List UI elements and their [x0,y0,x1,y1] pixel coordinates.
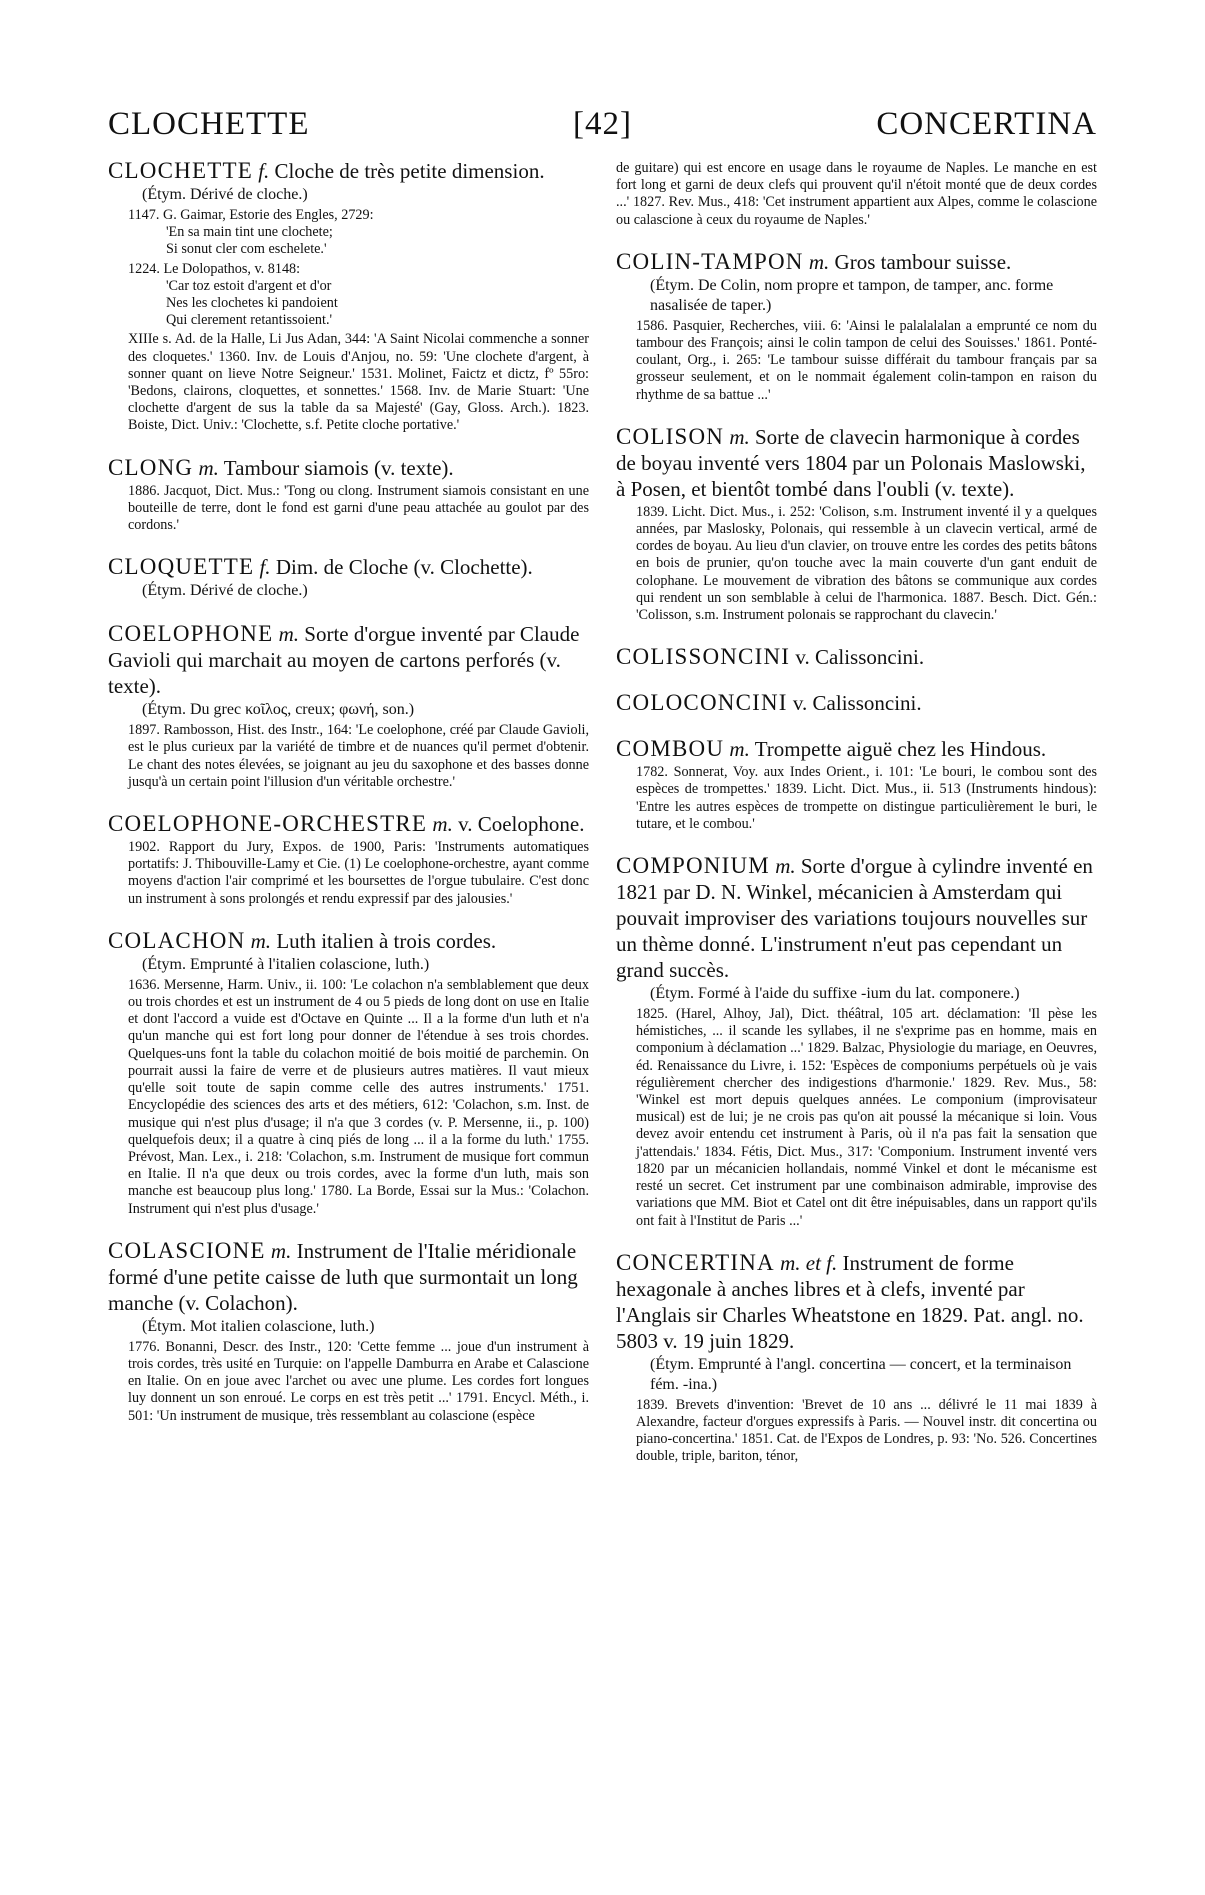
entry-definition: v. Coelophone. [458,812,585,837]
entry-definition: v. Calissoncini. [795,645,925,670]
right-column [616,158,1097,1878]
entry-definition: Dim. de Cloche (v. Clochette). [275,555,533,580]
entry-grammar: m. [729,424,750,449]
dictionary-entry [616,160,1097,229]
entry-etymology: (Étym. Mot italien colascione, luth.) [142,1317,375,1335]
entry-etymology: (Étym. Emprunté à l'italien colascione, luth.) [142,955,430,973]
entry-citation: 1839. Licht. Dict. Mus., i. 252: 'Colison, s.m. Instrument inventé il y a quelques années, par Maslosky, Polonais, qui ressemble à un clavecin vertical, armé de cordes de boyau. Au lieu d'un clavier, on trouve entre les cordes des petits bâtons en bois de prunier, qu'on touche avec la main couverte d'un gant enduit de colophane. Le mouvement de vibration des bâtons se communique aux cordes qui rendent un son semblable à celui de l'harmonica. 1887. Besch. Dict. Gén.: 'Colisson, s.m. Instrument polonais se rapprochant du clavecin.' [636,503,1097,624]
dictionary-entry [108,621,589,791]
entry-headword: CLONG [108,454,194,480]
entry-grammar: m. [808,249,830,274]
entry-grammar: m. [198,455,219,480]
entry-headword: CLOQUETTE [108,554,255,580]
entry-citation: 1782. Sonnerat, Voy. aux Indes Orient., i. 101: 'Le bouri, le combou sont des espèces de trompettes.' 1839. Licht. Dict. Mus., ii. 513 (Instruments hindous): 'Entre les autres espèces de trompette on distingue particulièrement le buri, le tutare, et le combou.' [636,764,1097,832]
dictionary-entry [616,424,1097,624]
entry-headword: COLACHON [108,927,246,953]
page-number: [42] [573,106,632,142]
entry-definition: Luth italien à trois cordes. [276,928,497,953]
entry-grammar: m. [250,928,272,953]
entry-citation: 'Car toz estoit d'argent et d'or [166,277,332,294]
dictionary-entry [616,853,1097,1230]
entry-etymology: (Étym. Formé à l'aide du suffixe -ium du lat. componere.) [650,985,1020,1003]
entry-headline [108,928,589,954]
entry-citation: Si sonut cler com eschelete.' [166,241,327,258]
entry-headword: COMPONIUM [616,853,770,879]
entry-headword: COLIN-TAMPON [616,248,804,274]
entry-headline [616,853,1097,983]
entry-headline [108,811,589,837]
entry-definition: Instrument de l'Italie méridionale formé d'une petite caisse de luth que surmontait un long manche (v. Colachon). [108,1238,578,1315]
entry-grammar: f. [259,555,271,580]
entry-etymology: (Étym. De Colin, nom propre et tampon, de tamper, anc. forme nasalisée de taper.) [650,276,1054,314]
entry-citation: de guitare) qui est encore en usage dans le royaume de Naples. Le manche en est fort long et garni de deux clefs qui prouvent qu'il n'étoit monté que de deux cordes ...' 1827. Rev. Mus., 418: 'Cet instrument appartient aux Alpes, comme le colascione ou calascione à ceux du royaume de Naples.' [616,160,1097,228]
entry-definition: Cloche de très petite dimension. [274,159,545,183]
entry-citation: 1902. Rapport du Jury, Expos. de 1900, Paris: 'Instruments automatiques portatifs: J. Thibouville-Lamy et Cie. (1) Le coelophone-orchestre, ayant comme moyens d'action l'air comprimé et les boursettes de l'orgue tubulaire. C'est donc un instrument à sons prolongés et rendu expressif par des jalousies.' [128,839,589,907]
entry-etymology: (Étym. Dérivé de cloche.) [142,582,308,600]
entry-definition: Tambour siamois (v. texte). [223,455,454,480]
entry-headline [108,554,589,580]
entry-grammar: m. [270,1238,292,1263]
dictionary-entry [616,644,1097,670]
entry-citation: 1839. Brevets d'invention: 'Brevet de 10 ans ... délivré le 11 mai 1839 à Alexandre, facteur d'orgues expressifs à Paris. — Nouvel instr. dit concertina ou piano-concertina.' 1851. Cat. de l'Expos de Londres, p. 93: 'No. 526. Concertines double, triple, bariton, ténor, [636,1396,1097,1465]
entry-citation: XIIIe s. Ad. de la Halle, Li Jus Adan, 344: 'A Saint Nicolai commenche a sonner des cloquetes.' 1360. Inv. de Louis d'Anjou, no. 59: 'Une clochete d'argent, à sonner quant on lieve Notre Seigneur.' 1531. Molinet, Faictz et dictz, fº 55ro: 'Bedons, clairons, cloquettes, et sonnettes.' 1568. Inv. de Marie Stuart: 'Une clochette d'argent de sus la table da sa Majesté' (Gay, Gloss. Arch.). 1823. Boiste, Dict. Univ.: 'Clochette, s.f. Petite cloche portative.' [128,331,589,434]
dictionary-entry [616,736,1097,833]
entry-citation: 1776. Bonanni, Descr. des Instr., 120: 'Cette femme ... joue d'un instrument à trois cordes, très usité en Turquie: on l'appelle Damburra en Arabe et Calascione en Italie. On en joue avec l'archet ou avec une plume. Les cordes fort longues luy donnent un son enroué. Le corps en est très petit ...' 1791. Encycl. Méth., i. 501: 'Un instrument de musique, très ressemblant au colascione (espèce [128,1338,589,1424]
running-head-left: CLOCHETTE [108,106,310,142]
entry-citation: 1825. (Harel, Alhoy, Jal), Dict. théâtral, 105 art. déclamation: 'Il pèse les hémistiches, ... il scande les syllabes, il ne s'exprime pas en homme, mais en componium à déclamation ...' 1829. Balzac, Physiologie du mariage, en Oeuvres, éd. Renaissance du Livre, i. 152: 'Espèces de componiums perpétuels où je vais régulièrement chercher des indigestions d'harmonie.' 1829. Rev. Mus., 58: 'Winkel est mort depuis quelques années. Le componium (improvisateur musical) est de lui; je ne crois pas qu'on ait poussé la mécanique si loin. Vous devez avoir entendu cet instrument à Paris, où il n'a pas fait la sensation que j'attendais.' 1834. Fétis, Dict. Mus., 317: 'Componium. Instrument inventé vers 1820 par un mécanicien hollandais, nommé Vinkel et dont le mécanisme est resté un secret. Cet instrument par une combinaison admirable, improvise des variations que MM. Biot et Catel ont dit être inépuisables, dans un rapport qu'ils ont fait à l'Institut de Paris ...' [636,1006,1097,1229]
entry-headline [616,644,1097,670]
left-column [108,158,589,1878]
entry-headline [616,1250,1097,1354]
dictionary-entry [616,249,1097,404]
dictionary-entry [108,455,589,535]
entry-grammar: m. [729,737,750,762]
entry-headline [616,690,1097,716]
entry-definition: Sorte d'orgue inventé par Claude Gavioli qui marchait au moyen de cartons perforés (v. texte). [108,622,580,699]
entry-headword: CLOCHETTE [108,158,253,183]
entry-headline [616,249,1097,275]
entry-grammar: m. [278,622,300,647]
entry-headline [108,158,589,184]
dictionary-entry [616,1250,1097,1466]
dictionary-entry [108,1238,589,1425]
dictionary-entry [616,690,1097,716]
entry-headword: COLISON [616,423,725,449]
entry-citation: Qui clerement retantissoient.' [166,312,333,329]
entry-headline [616,736,1097,762]
entry-citation: 1886. Jacquot, Dict. Mus.: 'Tong ou clong. Instrument siamois consistant en une bouteille de terre, dont le fond est garni d'une peau attachée au goulot par des cordons.' [128,482,589,534]
entry-citation: 1636. Mersenne, Harm. Univ., ii. 100: 'Le colachon n'a semblablement que deux ou trois chordes et est un instrument de 4 ou 5 pieds de long dont on use en Italie et dont l'accord a vuide est d'Octave en Quinte ... Il a la forme d'un luth et n'a qu'un manche qui est fort long pour donner de l'étendue à ses trois chordes. Quelques-uns font la table du colachon moitié de bois moitié de parchemin. On pourrait aussi la faire de verre et de plusieurs autres matières. Il vaut mieux qu'elle soit toute de sapin comme celle des autres instruments.' 1751. Encyclopédie des sciences des arts et des métiers, 612: 'Colachon, s.m. Inst. de musique qui n'est plus d'usage; il n'a que 3 cordes (v. P. Mersenne, ii., p. 100) quelquefois deux; il a quatre à cinq piés de long ... il a la forme du luth.' 1755. Prévost, Man. Lex., i. 218: 'Colachon, s.m. Instrument de musique fort commun en Italie. Il n'a que deux ou trois cordes, avec la forme d'un luth, mais son manche est beaucoup plus long.' 1780. La Borde, Essai sur la Mus.: 'Colachon. Instrument qui n'est plus d'usage.' [128,976,589,1217]
dictionary-entry [108,158,589,435]
entry-grammar: m. et f. [780,1250,838,1275]
entry-headline [108,455,589,481]
entry-grammar: m. [775,854,796,879]
entry-definition: v. Calissoncini. [792,691,922,716]
running-head-right: CONCERTINA [876,106,1097,142]
entry-definition: Gros tambour suisse. [834,249,1012,274]
entry-citation: 'En sa main tint une clochete; [166,224,333,241]
entry-headword: COLOCONCINI [616,690,788,716]
entry-headword: CONCERTINA [616,1249,775,1275]
entry-grammar: f. [258,159,270,183]
entry-grammar: m. [432,812,453,837]
entry-etymology: (Étym. Dérivé de cloche.) [142,186,308,203]
running-head [108,106,1097,154]
entry-etymology: (Étym. Du grec κοῖλος, creux; φωνή, son.) [142,701,415,719]
entry-definition: Sorte de clavecin harmonique à cordes de boyau inventé vers 1804 par un Polonais Maslowski, à Posen, et bientôt tombé dans l'oubli (v. texte). [616,424,1086,501]
dictionary-entry [108,928,589,1218]
entry-headline [108,1238,589,1316]
entry-headword: COLISSONCINI [616,644,791,670]
dictionary-entry [108,554,589,601]
entry-citation: 1147. G. Gaimar, Estorie des Engles, 2729: [128,207,374,223]
entry-citation: 1897. Rambosson, Hist. des Instr., 164: 'Le coelophone, créé par Claude Gavioli, est le plus curieux par la variété de timbre et de nuances qu'il permet d'obtenir. Le chant des notes élevées, se joignant au jeu du saxophone et des basses donne jusqu'à un certain point l'illusion d'un véritable orchestre.' [128,722,589,790]
entry-headword: COELOPHONE-ORCHESTRE [108,811,428,837]
dictionary-entry [108,811,589,908]
entry-definition: Instrument de forme hexagonale à anches libres et à clefs, inventé par l'Anglais sir Charles Wheatstone en 1829. Pat. angl. no. 5803 v. 19 juin 1829. [616,1250,1084,1353]
entry-definition: Trompette aiguë chez les Hindous. [754,737,1047,762]
entry-headword: COMBOU [616,736,725,762]
entry-headword: COELOPHONE [108,621,274,647]
entry-citation: 1224. Le Dolopathos, v. 8148: [128,260,301,277]
entry-citation: Nes les clochetes ki pandoient [166,295,338,312]
entry-headline [616,424,1097,502]
entry-citation: 1586. Pasquier, Recherches, viii. 6: 'Ainsi le palalalalan a emprunté ce nom du tambour des François; ainsi le colin tampon de celui des Souisses.' 1861. Ponté-coulant, Org., i. 265: 'Le tambour suisse différait du tambour français par sa grosseur seulement, et on le nommait également colin-tampon en raison du rhythme de sa battue ...' [636,317,1097,403]
entry-definition: Sorte d'orgue à cylindre inventé en 1821 par D. N. Winkel, mécanicien à Amsterdam qui pouvait improviser des variations toujours nouvelles sur un thème donné. L'instrument n'eut pas cependant un grand succès. [616,854,1093,983]
entry-headword: COLASCIONE [108,1237,266,1263]
entry-headline [108,621,589,699]
entry-etymology: (Étym. Emprunté à l'angl. concertina — concert, et la terminaison fém. -ina.) [650,1355,1072,1393]
